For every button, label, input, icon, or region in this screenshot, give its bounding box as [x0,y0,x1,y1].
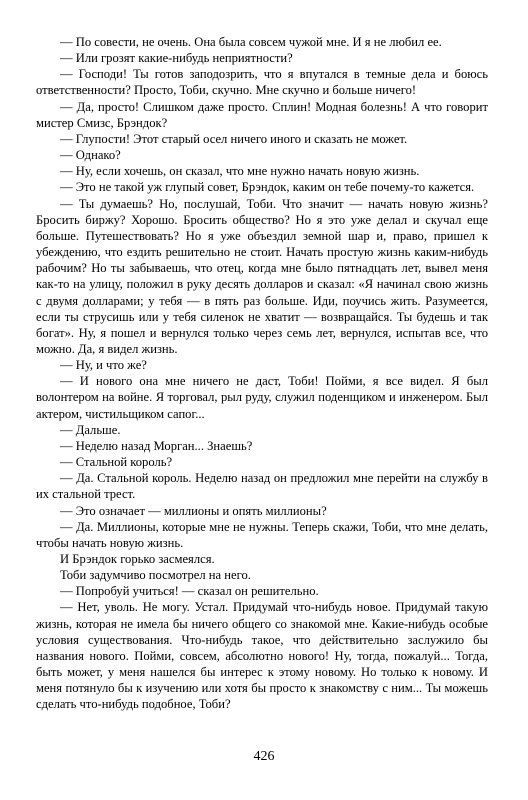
paragraph: — Ну, если хочешь, он сказал, что мне нужно начать новую жизнь. [60,164,420,179]
paragraph: И Брэндок горько засмеялся. [60,552,215,566]
paragraph: — Или грозят какие-нибудь неприятности? [60,51,293,66]
paragraph: — Ну, и что же? [60,358,147,373]
paragraph: — Нет, уволь. Не могу. Устал. Придумай что-нибудь новое. Придумай такую жизнь, которая не имела бы ничего общего со знакомой мне. Какие-нибудь особые условия существования. Что-нибудь такое, что действительно заслужило бы названия нового. Пойми, совсем, абсолютно нового! Ну, тогда, пожалуй... Тогда, быть может, у меня нашелся бы интерес к этому новому. Но только к новому. И меня потянуло бы к изучению или хотя бы просто к знакомству с ним... Ты можешь сделать что-нибудь подобное, Тоби? [36,600,488,712]
paragraph: — Да. Миллионы, которые мне не нужны. Теперь скажи, Тоби, что мне делать, чтобы начать новую жизнь. [36,519,488,550]
paragraph: — Ты думаешь? Но, послушай, Тоби. Что значит — начать новую жизнь? Бросить биржу? Хорошо. Бросить общество? Но я это уже делал и скучал еще больше. Путешествовать? Но я уже объездил земной шар и, право, пришел к убеждению, что ездить решительно не стоит. Начать простую жизнь каким-нибудь рабочим? Но ты забываешь, что отец, когда мне было пятнадцать лет, вывел меня как-то на улицу, положил в руку десять долларов и сказал: «Я начинал свою жизнь с двумя долларами; у тебя — в пять раз больше. Иди, поучись жить. Разумеется, если ты струсишь или у тебя силенок не хватит — возвращайся. Ты будешь и так богат». Ну, я пошел и вернулся только через семь лет, вернулся, испытав все, что можно. Да, я видел жизнь. [36,196,488,356]
paragraph: — Это означает — миллионы и опять миллионы? [60,503,327,518]
paragraph: — Неделю назад Морган... Знаешь? [60,438,253,453]
paragraph: — Это не такой уж глупый совет, Брэндок, каким он тебе почему-то кажется. [60,180,475,195]
paragraph: — Да, просто! Слишком даже просто. Сплин! Модная болезнь! А что говорит мистер Смизс, Брэндок? [36,99,488,130]
paragraph: — Глупости! Этот старый осел ничего иного и сказать не может. [60,131,408,146]
paragraph: — И нового она мне ничего не даст, Тоби! Пойми, я все видел. Я был волонтером на войне. Я торговал, рыл руду, служил поденщиком и инженером. Был актером, чистильщиком сапог... [36,374,488,421]
paragraph: — Да. Стальной король. Неделю назад он предложил мне перейти на службу в их стальной трест. [36,471,488,502]
paragraph: — Попробуй учиться! — сказал он решительно. [60,584,319,599]
page-number: 426 [253,749,275,764]
paragraph: — Однако? [60,148,121,163]
page-text [36,34,488,713]
paragraph: — Стальной король? [60,455,173,470]
paragraph: Тоби задумчиво посмотрел на него. [60,568,251,583]
paragraph: — Господи! Ты готов заподозрить, что я впутался в темные дела и боюсь ответственности? Просто, Тоби, скучно. Мне скучно и больше ничего! [36,67,488,98]
paragraph: — По совести, не очень. Она была совсем чужой мне. И я не любил ее. [60,35,442,49]
paragraph: — Дальше. [60,422,121,437]
